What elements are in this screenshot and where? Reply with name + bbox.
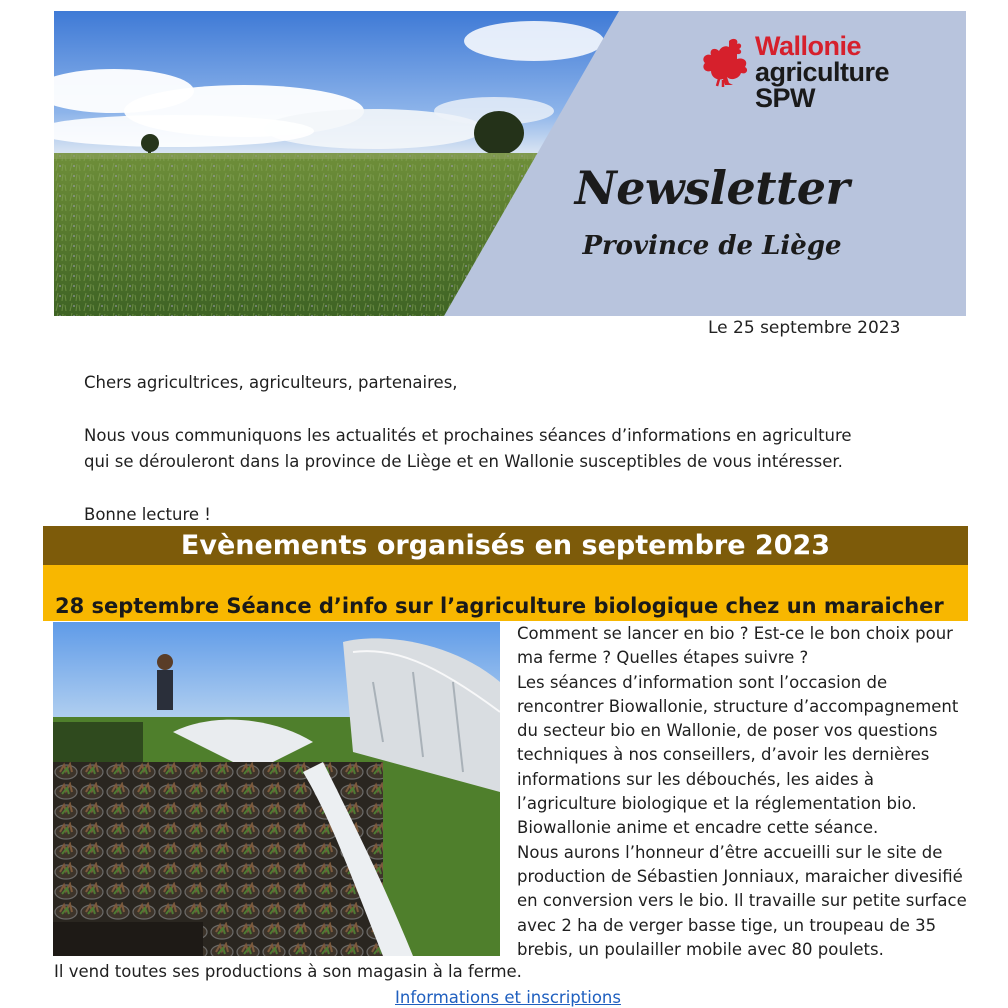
- greeting: Chers agricultrices, agriculteurs, partenaires,: [84, 373, 458, 392]
- event-line: Nous aurons l’honneur d’être accueilli sur le site de: [517, 842, 943, 862]
- logo-wallonie-text: Wallonie: [755, 31, 862, 61]
- newsletter-title: Newsletter: [574, 161, 850, 215]
- event-line: du secteur bio en Wallonie, de poser vos questions: [517, 721, 938, 741]
- logo-spw-text: SPW: [755, 83, 816, 113]
- event-line: ma ferme ? Quelles étapes suivre ?: [517, 648, 809, 668]
- event-line: l’agriculture biologique et la réglementation bio.: [517, 794, 917, 814]
- event-line: brebis, un poulailler mobile avec 80 poulets.: [517, 939, 884, 959]
- event-last-line: Il vend toutes ses productions à son magasin à la ferme.: [54, 962, 522, 981]
- event-line: Comment se lancer en bio ? Est-ce le bon choix pour: [517, 624, 953, 643]
- rooster-icon: [699, 35, 753, 89]
- event-photo: [53, 622, 500, 956]
- event-line: en conversion vers le bio. Il travaille sur petite surface: [517, 891, 967, 911]
- newsletter-date: Le 25 septembre 2023: [708, 318, 901, 338]
- header-banner: [54, 11, 966, 316]
- event-header: [43, 565, 968, 621]
- newsletter-subtitle: Province de Liège: [582, 231, 842, 261]
- intro-line-1: Nous vous communiquons les actualités et prochaines séances d’informations en agriculture: [84, 426, 852, 445]
- intro-line-2: qui se dérouleront dans la province de Liège et en Wallonie susceptibles de vous intéresser.: [84, 452, 843, 471]
- event-line: informations sur les débouchés, les aides à: [517, 769, 874, 789]
- logo-agriculture-text: agriculture: [755, 57, 890, 87]
- event-line: Biowallonie anime et encadre cette séance.: [517, 818, 879, 838]
- registration-link[interactable]: Informations et inscriptions: [395, 988, 621, 1007]
- event-line: Les séances d’information sont l’occasion de: [517, 672, 888, 692]
- event-line: techniques à nos conseillers, d’avoir les dernières: [517, 745, 930, 765]
- event-description: [517, 622, 967, 962]
- event-line: avec 2 ha de verger basse tige, un troupeau de 35: [517, 915, 937, 935]
- wallonie-agriculture-logo: [699, 31, 909, 123]
- event-line: rencontrer Biowallonie, structure d’accompagnement: [517, 696, 959, 716]
- greenhouse-seedlings-image: [53, 622, 500, 956]
- event-title: 28 septembre Séance d’info sur l’agriculture biologique chez un maraicher: [55, 594, 944, 618]
- closing: Bonne lecture !: [84, 505, 211, 524]
- section-title: Evènements organisés en septembre 2023: [43, 526, 968, 565]
- intro-paragraph: [84, 423, 884, 475]
- event-line: production de Sébastien Jonniaux, maraicher divesifié: [517, 866, 963, 886]
